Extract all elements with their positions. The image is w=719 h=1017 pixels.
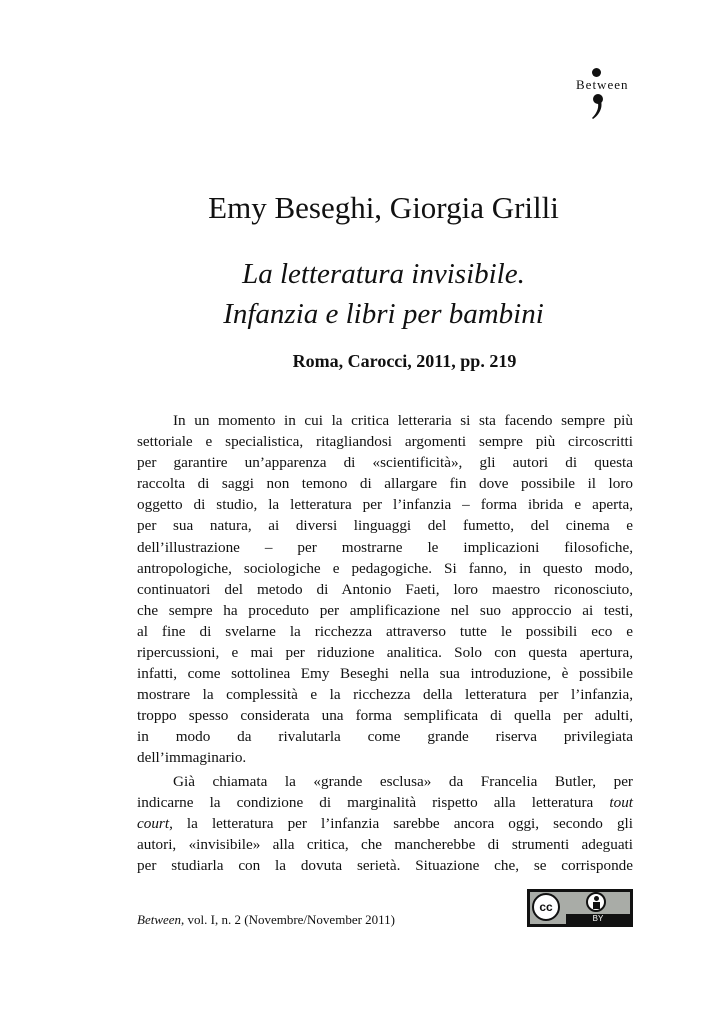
body-line: infatti, come sottolinea Emy Beseghi nella sua introduzione, è possibile xyxy=(137,665,633,682)
body-line: al fine di svelarne la ricchezza attraverso tutte le possibili eco e xyxy=(137,623,633,640)
journal-citation xyxy=(137,912,395,928)
book-title-line1: La letteratura invisibile. xyxy=(242,258,525,290)
logo-dot-mark xyxy=(592,68,601,77)
logo-wordmark: Between xyxy=(576,77,629,92)
body-line xyxy=(137,813,633,834)
publication-info: Roma, Carocci, 2011, pp. 219 xyxy=(292,351,517,371)
body-line: oggetto di studio, la letteratura per l’infanzia – forma ibrida e aperta, xyxy=(137,496,633,513)
body-line: in modo da rivalutarla come grande riserva privilegiata xyxy=(137,728,633,745)
body-line-text: indicarne la condizione di marginalità rispetto alla letteratura xyxy=(137,794,594,811)
body-line: continuatori del metodo di Antonio Faeti, loro maestro riconosciuto, xyxy=(137,581,633,598)
authors-heading: Emy Beseghi, Giorgia Grilli xyxy=(208,190,559,225)
body-line: ripercussioni, e mai per riduzione analitica. Solo con questa apertura, xyxy=(137,644,633,661)
body-line: per sua natura, ai diversi linguaggi del fumetto, del cinema e xyxy=(137,517,633,534)
attribution-person-icon xyxy=(586,892,606,912)
journal-name: Between xyxy=(137,912,182,927)
logo-comma-mark xyxy=(591,94,605,120)
body-line xyxy=(137,792,633,813)
body-line-text: , la letteratura per l’infanzia sarebbe ancora oggi, secondo gli xyxy=(169,815,633,832)
body-line: In un momento in cui la critica letteraria si sta facendo sempre più xyxy=(173,412,633,429)
cc-icon: cc xyxy=(532,893,560,921)
between-logo xyxy=(570,68,640,120)
body-line: troppo spesso considerata una forma semplificata di quella per adulti, xyxy=(137,707,633,724)
body-line: dell’illustrazione – per mostrarne le implicazioni filosofiche, xyxy=(137,539,633,556)
italic-term: tout xyxy=(609,794,634,811)
body-line: autori, «invisibile» alla critica, che mancherebbe di strumenti adeguati xyxy=(137,836,633,853)
person-head xyxy=(594,896,599,901)
citation-details: , vol. I, n. 2 (Novembre/November 2011) xyxy=(181,912,396,927)
body-line: settoriale e specialistica, ritagliandosi argomenti sempre più circoscritti xyxy=(137,433,633,450)
creative-commons-by-badge[interactable] xyxy=(527,889,633,927)
body-line: Già chiamata la «grande esclusa» da Francelia Butler, per xyxy=(173,773,633,790)
body-line: dell’immaginario. xyxy=(137,749,247,766)
body-line: per garantire un’apparenza di «scientificità», gli autori di questa xyxy=(137,454,633,471)
italic-term: court xyxy=(137,815,170,832)
body-line: antropologiche, sociologiche e pedagogiche. Si fanno, in questo modo, xyxy=(137,560,633,577)
person-body xyxy=(593,902,600,909)
body-line: per studiarla con la dovuta serietà. Situazione che, se corrisponde xyxy=(137,857,633,874)
body-line: che sempre ha proceduto per amplificazione nel suo approccio ai testi, xyxy=(137,602,633,619)
license-by-label: BY xyxy=(592,914,604,923)
body-line: mostrare la complessità e la ricchezza della letteratura per l’infanzia, xyxy=(137,686,633,703)
book-title-line2: Infanzia e libri per bambini xyxy=(223,298,544,330)
body-line: raccolta di saggi non temono di allargare fin dove possibile il loro xyxy=(137,475,633,492)
